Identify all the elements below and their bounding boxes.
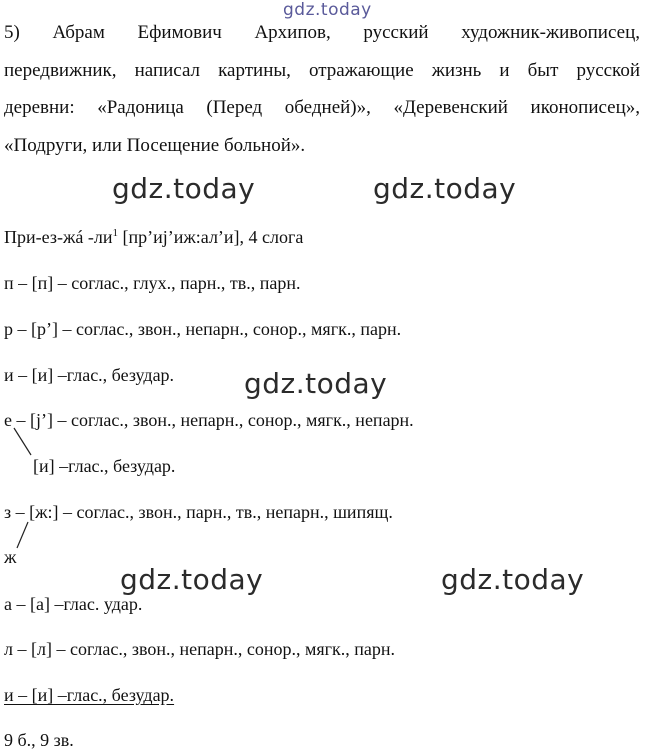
watermark: gdz.today (244, 367, 388, 400)
footnote-mark: 1 (112, 227, 118, 239)
letter-row: [и] –глас., безудар. (33, 456, 176, 476)
watermark: gdz.today (120, 563, 264, 596)
connector-line (17, 522, 28, 548)
summary-text: 9 б., 9 зв. (4, 730, 74, 750)
word-syllables: При-ез-жá -ли (4, 227, 113, 247)
letter-row: а – [а] –глас. удар. (4, 594, 143, 614)
letter-row: е – [j’] – соглас., звон., непарн., сонор., мягк., непарн. (4, 410, 414, 430)
word-transcription: [пр’иj’иж:ал’и], 4 слога (117, 227, 304, 247)
intro-line: «Подруги, или Посещение больной». (4, 134, 306, 156)
letter-row: п – [п] – соглас., глух., парн., тв., парн. (4, 273, 301, 293)
watermark: gdz.today (441, 563, 585, 596)
letter-row: и – [и] –глас., безудар. (4, 365, 175, 385)
letter-row: р – [р’] – соглас., звон., непарн., сонор., мягк., парн. (4, 319, 402, 339)
watermark: gdz.today (373, 172, 517, 205)
letter-row: и – [и] –глас., безудар. (4, 685, 175, 705)
watermark: gdz.today (112, 172, 256, 205)
letter-row: л – [л] – соглас., звон., непарн., сонор., мягк., парн. (4, 639, 396, 659)
intro-line: передвижник, написал картины, отражающие жизнь и быт русской (4, 59, 640, 81)
watermark-top: gdz.today (283, 0, 372, 20)
intro-line: деревни: «Радоница (Перед обедней)», «Деревенский иконописец», (4, 97, 640, 118)
connector-line (14, 428, 31, 455)
intro-line: 5) Абрам Ефимович Архипов, русский художник-живописец, (4, 22, 640, 43)
letter-row: ж (4, 547, 17, 567)
letter-row: з – [ж:] – соглас., звон., парн., тв., непарн., шипящ. (4, 502, 393, 522)
